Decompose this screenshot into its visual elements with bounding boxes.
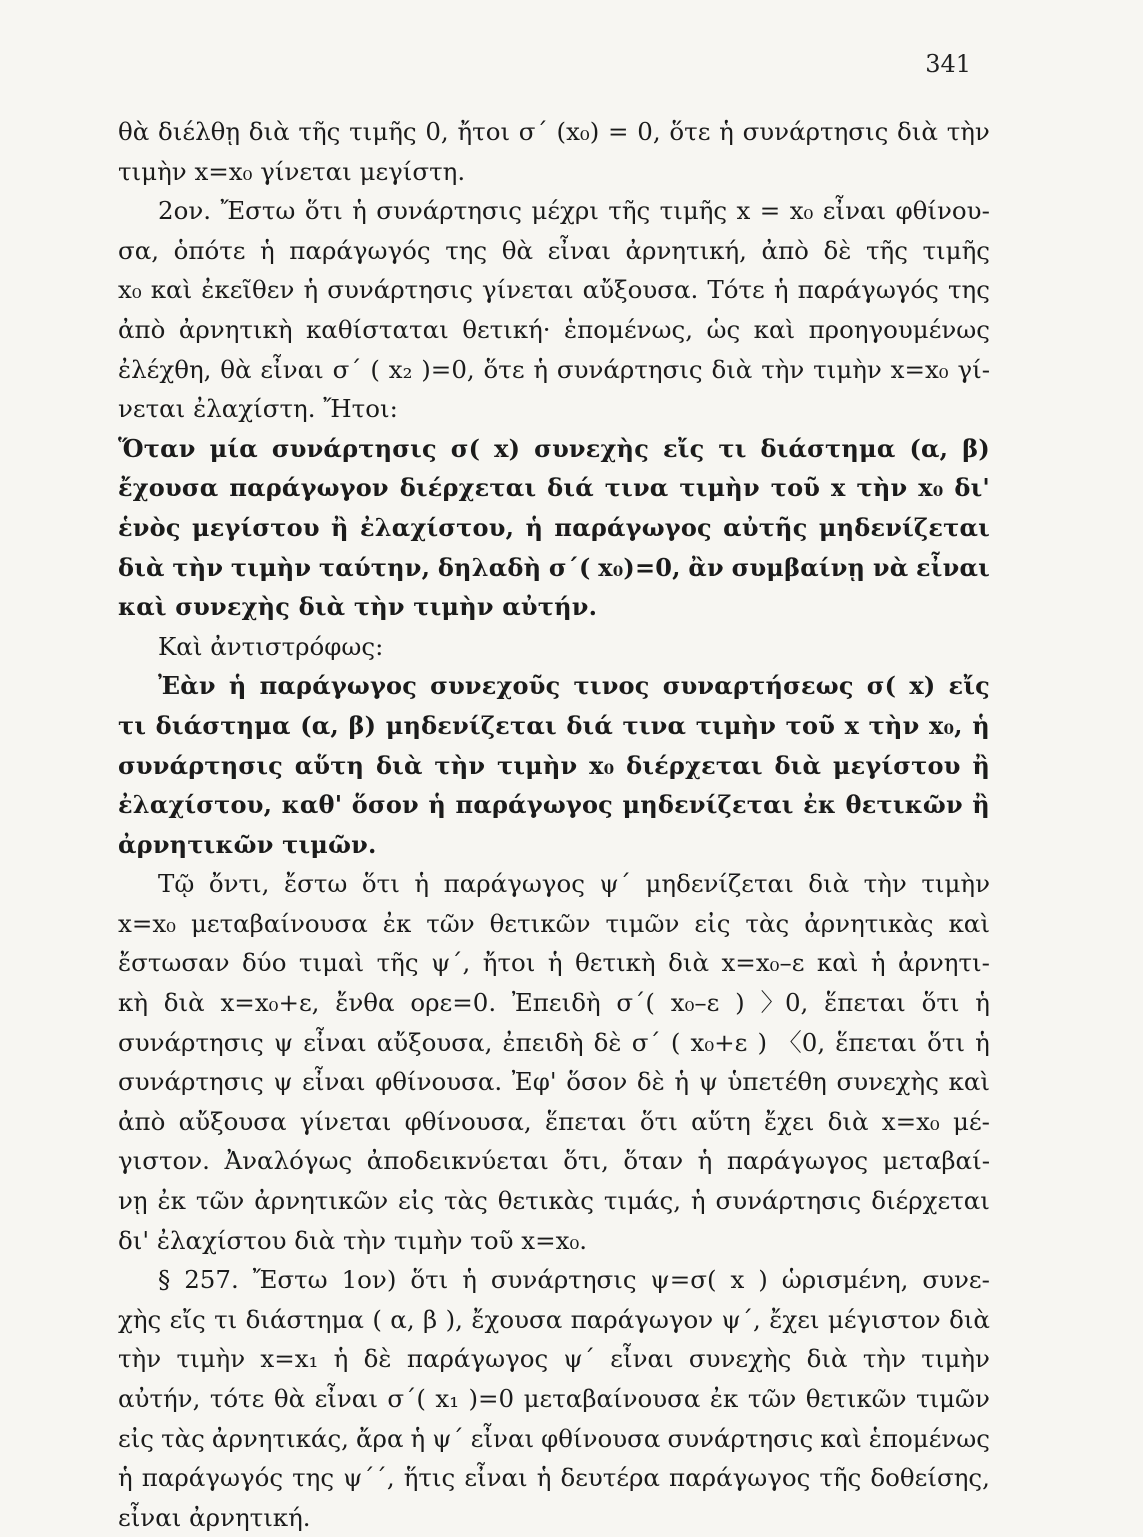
theorem-text-line: διὰ τὴν τιμὴν ταύτην, δηλαδὴ σ΄( x₀)=0, ἂν συμβαίνῃ νὰ εἶναι xyxy=(118,552,990,582)
theorem-text-line: τι διάστημα (α, β) μηδενίζεται διά τινα τιμὴν τοῦ x τὴν x₀, ἡ xyxy=(118,710,990,740)
text-line: τὴν τιμὴν x=x₁ ἡ δὲ παράγωγος ψ΄ εἶναι συνεχὴς διὰ τὴν τιμὴν xyxy=(118,1344,990,1374)
page-number: 341 xyxy=(925,50,971,78)
text-line: 2ον. Ἔστω ὅτι ἡ συνάρτησις μέχρι τῆς τιμῆς x = x₀ εἶναι φθίνου- xyxy=(158,196,990,226)
theorem-text-line: καὶ συνεχὴς διὰ τὴν τιμὴν αὐτήν. xyxy=(118,592,598,622)
text-line: χὴς εἴς τι διάστημα ( α, β ), ἔχουσα παράγωγον ψ΄, ἔχει μέγιστον διὰ xyxy=(118,1304,990,1334)
text-line: § 257. Ἔστω 1ον) ὅτι ἡ συνάρτησις ψ=σ( x ) ὡρισμένη, συνε- xyxy=(158,1265,990,1295)
text-line: x=x₀ μεταβαίνουσα ἐκ τῶν θετικῶν τιμῶν εἰς τὰς ἀρνητικὰς καὶ xyxy=(118,908,990,938)
theorem-text-line: ἀρνητικῶν τιμῶν. xyxy=(118,829,377,859)
text-line: τιμὴν x=x₀ γίνεται μεγίστη. xyxy=(118,156,466,186)
text-line: θὰ διέλθῃ διὰ τῆς τιμῆς 0, ἤτοι σ΄ (x₀) = 0, ὅτε ἡ συνάρτησις διὰ τὴν xyxy=(118,117,990,146)
text-line: γιστον. Ἀναλόγως ἀποδεικνύεται ὅτι, ὅταν ἡ παράγωγος μεταβαί- xyxy=(118,1146,990,1176)
theorem-text-line: συνάρτησις αὕτη διὰ τὴν τιμὴν x₀ διέρχεται διὰ μεγίστου ἢ xyxy=(118,750,990,780)
text-line: συνάρτησις ψ εἶναι αὔξουσα, ἐπειδὴ δὲ σ΄ ( x₀+ε ) 〈0, ἕπεται ὅτι ἡ xyxy=(118,1027,990,1057)
text-line: νῃ ἐκ τῶν ἀρνητικῶν εἰς τὰς θετικὰς τιμάς, ἡ συνάρτησις διέρχεται xyxy=(118,1186,990,1216)
text-line: νεται ἐλαχίστη. Ἤτοι: xyxy=(118,394,398,424)
text-line: κὴ διὰ x=x₀+ε, ἔνθα ορε=0. Ἐπειδὴ σ΄( x₀–ε ) 〉0, ἕπεται ὅτι ἡ xyxy=(118,988,990,1018)
theorem-text-line: ἔχουσα παράγωγον διέρχεται διά τινα τιμὴν τοῦ x τὴν x₀ δι' xyxy=(118,473,990,503)
text-line: ἔστωσαν δύο τιμαὶ τῆς ψ΄, ἤτοι ἡ θετικὴ διὰ x=x₀–ε καὶ ἡ ἀρνητι- xyxy=(118,948,990,978)
text-line: ἐλέχθη, θὰ εἶναι σ΄ ( x₂ )=0, ὅτε ἡ συνάρτησις διὰ τὴν τιμὴν x=x₀ γί- xyxy=(118,354,990,384)
page-body xyxy=(118,112,990,1537)
text-line: αὐτήν, τότε θὰ εἶναι σ΄( x₁ )=0 μεταβαίνουσα ἐκ τῶν θετικῶν τιμῶν xyxy=(118,1384,990,1413)
theorem-text-line: Ἐὰν ἡ παράγωγος συνεχοῦς τινος συναρτήσεως σ( x) εἴς xyxy=(158,671,990,701)
theorem-text-line: ἐλαχίστου, καθ' ὅσον ἡ παράγωγος μηδενίζεται ἐκ θετικῶν ἢ xyxy=(118,790,990,820)
text-line: σα, ὁπότε ἡ παράγωγός της θὰ εἶναι ἀρνητική, ἀπὸ δὲ τῆς τιμῆς xyxy=(118,235,990,265)
text-line: ἡ παράγωγός της ψ΄΄, ἥτις εἶναι ἡ δευτέρα παράγωγος τῆς δοθείσης, xyxy=(118,1463,990,1493)
text-line: συνάρτησις ψ εἶναι φθίνουσα. Ἐφ' ὅσον δὲ ἡ ψ ὑπετέθη συνεχὴς καὶ xyxy=(118,1067,990,1097)
theorem-text-line: ἑνὸς μεγίστου ἢ ἐλαχίστου, ἡ παράγωγος αὐτῆς μηδενίζεται xyxy=(118,512,990,542)
text-line: εἰς τὰς ἀρνητικάς, ἄρα ἡ ψ΄ εἶναι φθίνουσα συνάρτησις καὶ ἑπομένως xyxy=(118,1423,990,1453)
text-line: Καὶ ἀντιστρόφως: xyxy=(158,631,384,661)
theorem-text-line: Ὅταν μία συνάρτησις σ( x) συνεχὴς εἴς τι διάστημα (α, β) xyxy=(118,433,990,463)
text-line: δι' ἐλαχίστου διὰ τὴν τιμὴν τοῦ x=x₀. xyxy=(118,1225,588,1255)
text-line: Τῷ ὄντι, ἔστω ὅτι ἡ παράγωγος ψ΄ μηδενίζεται διὰ τὴν τιμὴν xyxy=(158,869,990,899)
text-line: x₀ καὶ ἐκεῖθεν ἡ συνάρτησις γίνεται αὔξουσα. Τότε ἡ παράγωγός της xyxy=(118,275,990,305)
text-line: ἀπὸ ἀρνητικὴ καθίσταται θετική· ἑπομένως, ὡς καὶ προηγουμένως xyxy=(118,314,990,344)
text-line: εἶναι ἀρνητική. xyxy=(118,1502,311,1532)
text-line: ἀπὸ αὔξουσα γίνεται φθίνουσα, ἕπεται ὅτι αὕτη ἔχει διὰ x=x₀ μέ- xyxy=(118,1106,990,1136)
